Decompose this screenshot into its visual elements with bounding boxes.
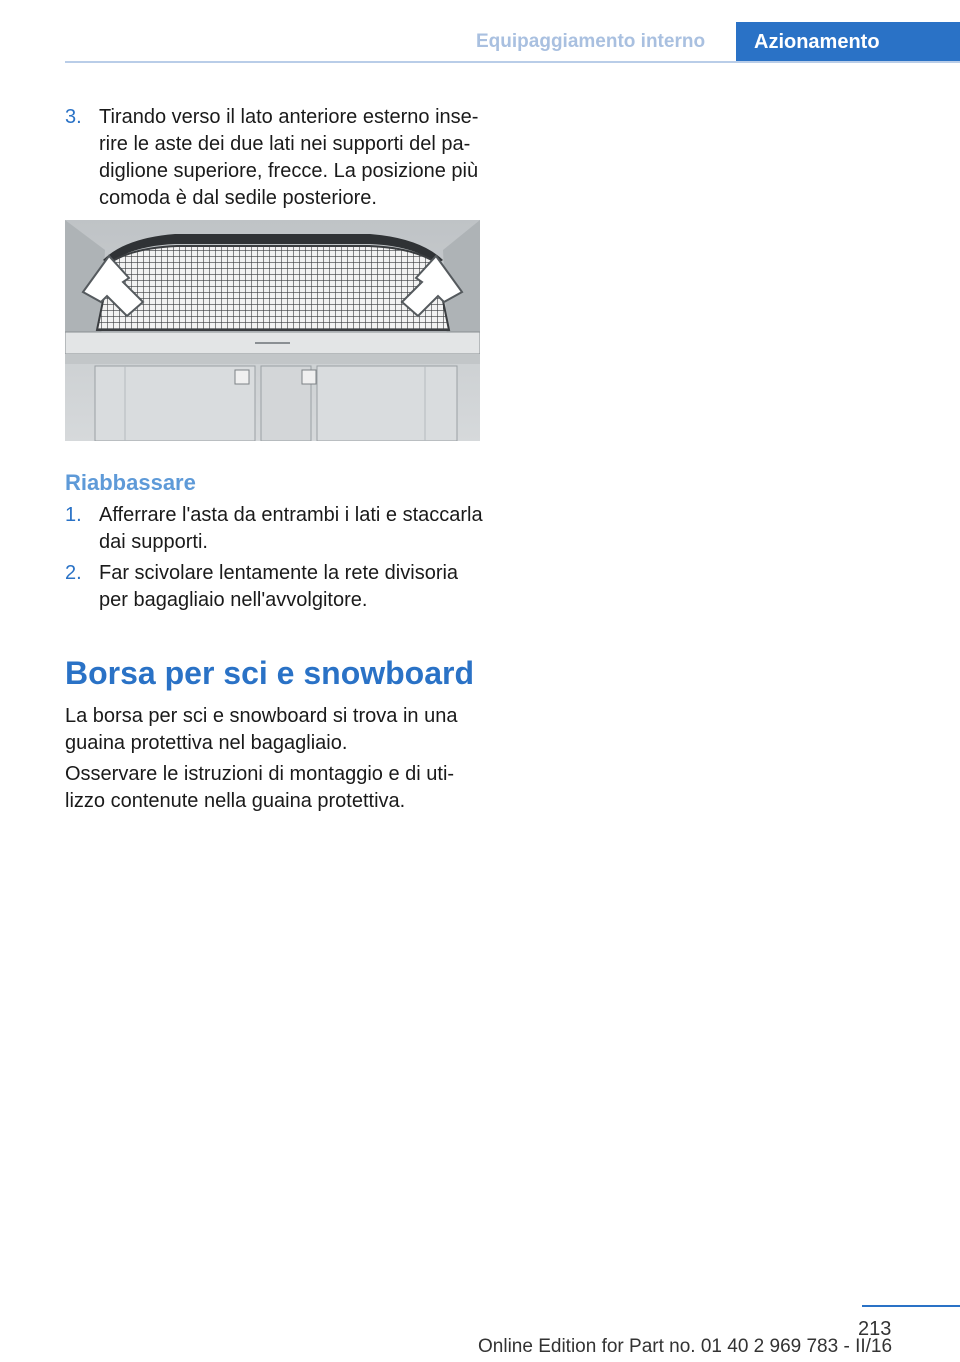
page-number: 213 (858, 1318, 892, 1340)
subheading-lower: Riabbassare (65, 470, 196, 495)
section-title: Borsa per sci e snowboard (65, 655, 475, 691)
paragraph: La borsa per sci e snowboard si trova in una guaina protettiva nel bagagliaio. (65, 705, 458, 754)
page-number-rule (862, 1305, 960, 1307)
running-header-section: Equipaggiamento interno (476, 31, 706, 52)
step-number: 3. (65, 106, 82, 128)
step-number: 2. (65, 562, 82, 584)
chapter-label: Azionamento (754, 31, 880, 53)
edition-footer: Online Edition for Part no. 01 40 2 969 783 - II/16 (478, 1336, 893, 1357)
step-item (65, 502, 485, 558)
header-rule (65, 61, 960, 63)
step-number: 1. (65, 504, 82, 526)
step-text: Far scivolare lentamente la rete divisoria per bagagliaio nell'avvolgitore. (99, 562, 459, 611)
step-text: Afferrare l'asta da entrambi i lati e staccarla dai supporti. (99, 504, 483, 553)
paragraph: Osservare le istruzioni di montaggio e di uti-lizzo contenute nella guaina protettiva. (65, 763, 455, 812)
step-item (65, 104, 485, 214)
step-item (65, 560, 485, 616)
cargo-net-illustration (65, 220, 480, 441)
running-header-chapter-tab (736, 22, 960, 63)
cargo-net-drawing (65, 220, 480, 441)
step-text: Tirando verso il lato anteriore esterno inse-rire le aste dei due lati nei supporti del pa-diglione superiore, frecce. La posizione più comoda è dal sedile posteriore. (99, 106, 479, 209)
